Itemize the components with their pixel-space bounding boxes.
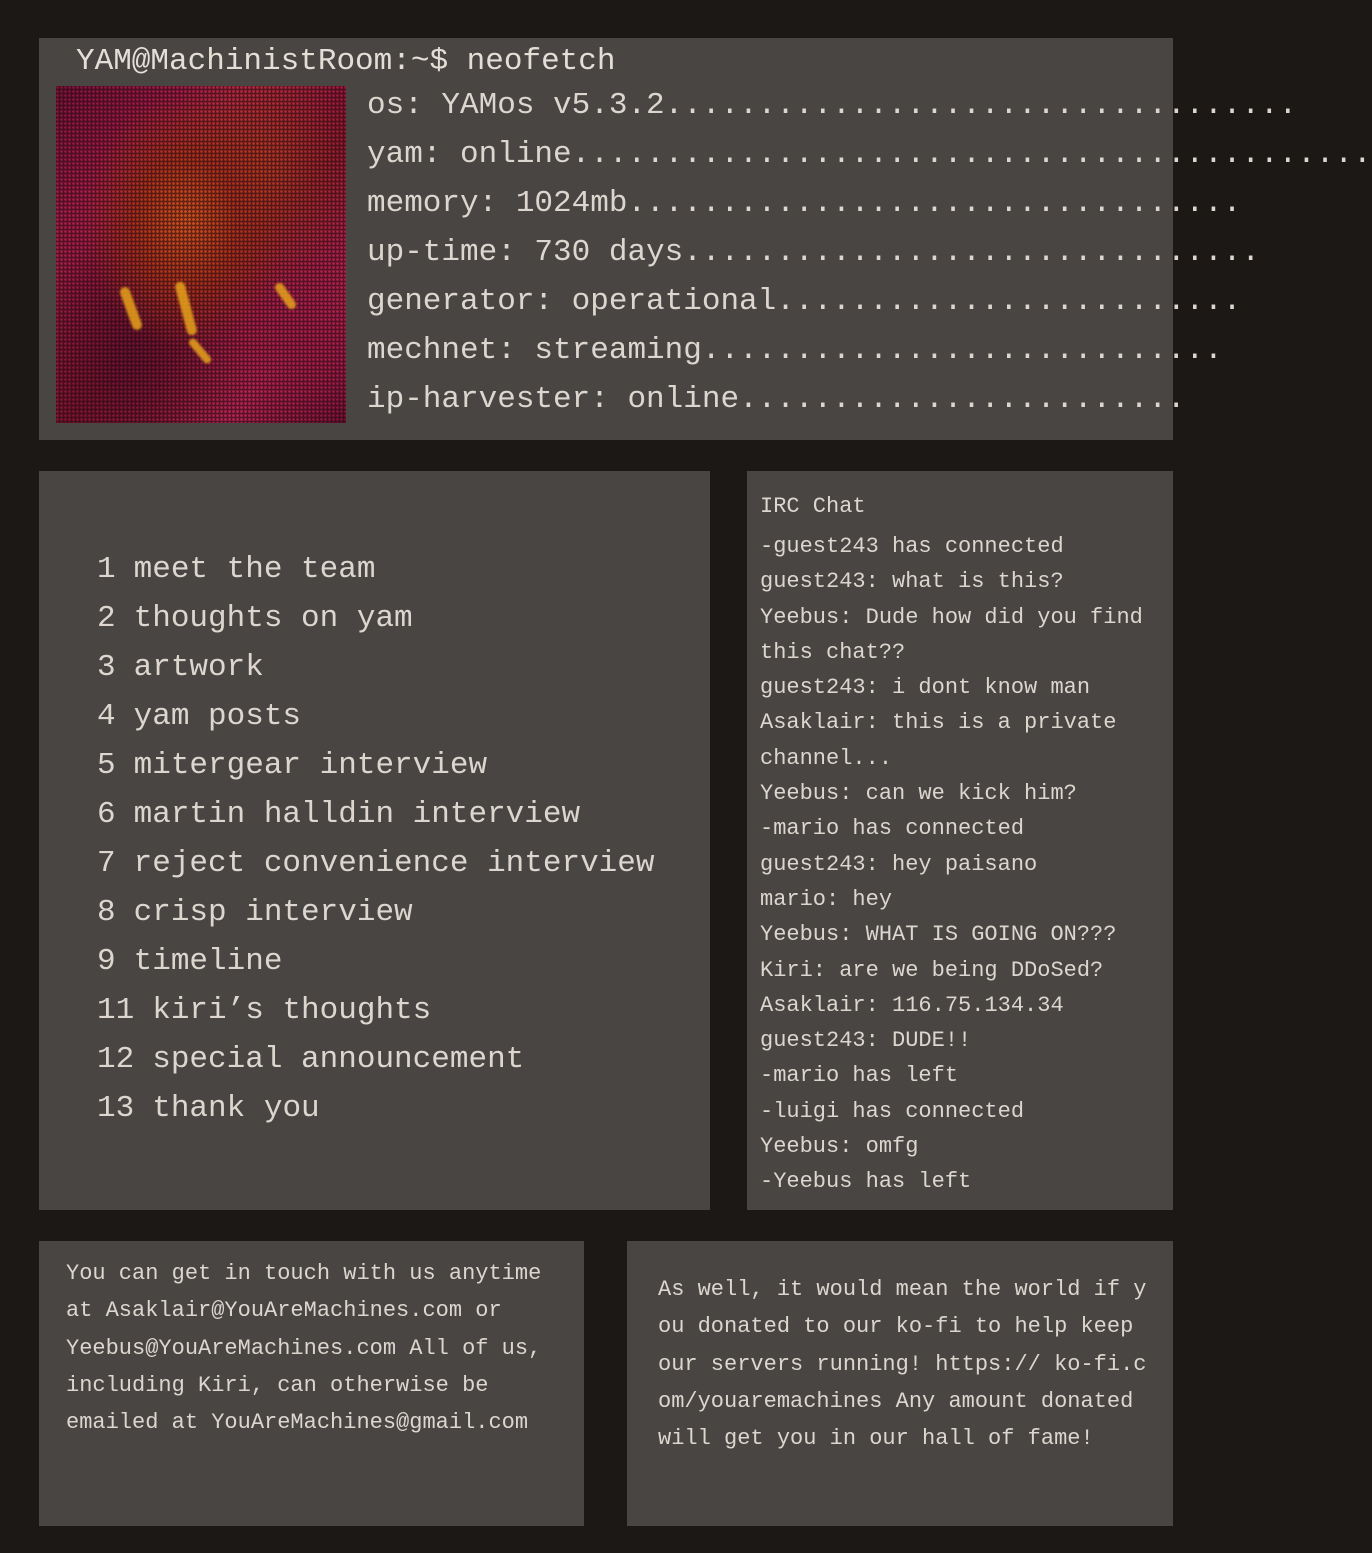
irc-chat-panel — [747, 471, 1173, 1210]
system-info-list — [367, 88, 1372, 431]
neofetch-panel — [39, 38, 1372, 440]
toc-item[interactable]: 3 artwork — [97, 650, 264, 685]
toc-item[interactable]: 6 martin halldin interview — [97, 797, 581, 832]
toc-item[interactable]: 4 yam posts — [97, 699, 302, 734]
contact-panel — [39, 1241, 584, 1526]
toc-item[interactable]: 7 reject convenience interview — [97, 846, 655, 881]
chat-message: -mario has left — [760, 1063, 959, 1089]
chat-message: Asaklair: this is a private channel... — [760, 710, 1117, 771]
toc-item[interactable]: 12 special announcement — [97, 1042, 525, 1077]
chat-message: guest243: i dont know man — [760, 675, 1091, 701]
toc-item[interactable]: 5 mitergear interview — [97, 748, 488, 783]
donate-panel — [627, 1241, 1173, 1526]
toc-item[interactable]: 8 crisp interview — [97, 895, 413, 930]
system-info-row: mechnet: streaming............................ — [367, 333, 1223, 368]
chat-message: guest243: DUDE!! — [760, 1028, 972, 1054]
irc-title: IRC Chat — [760, 494, 866, 519]
terminal-prompt: YAM@MachinistRoom:~$ neofetch — [76, 44, 616, 79]
toc-item[interactable]: 9 timeline — [97, 944, 283, 979]
toc-item[interactable]: 2 thoughts on yam — [97, 601, 413, 636]
toc-list — [97, 552, 655, 1140]
chat-message: Yeebus: omfg — [760, 1134, 919, 1160]
irc-messages — [760, 529, 1160, 1200]
system-info-row: memory: 1024mb................................. — [367, 186, 1242, 221]
system-info-row: generator: operational......................... — [367, 284, 1242, 319]
toc-item[interactable]: 13 thank you — [97, 1091, 320, 1126]
system-info-row: yam: online........................................... — [367, 137, 1372, 172]
system-info-row: ip-harvester: online........................ — [367, 382, 1186, 417]
table-of-contents-panel — [39, 471, 710, 1210]
chat-message: Yeebus: Dude how did you find this chat?? — [760, 604, 1143, 665]
chat-message: Kiri: are we being DDoSed? — [760, 957, 1104, 983]
chat-message: -Yeebus has left — [760, 1169, 972, 1195]
toc-item[interactable]: 11 kiri’s thoughts — [97, 993, 432, 1028]
chat-message: Yeebus: WHAT IS GOING ON??? — [760, 922, 1117, 948]
chat-message: guest243: hey paisano — [760, 851, 1038, 877]
chat-message: -guest243 has connected — [760, 534, 1064, 559]
chat-message: -luigi has connected — [760, 1098, 1025, 1124]
system-info-row: os: YAMos v5.3.2.................................. — [367, 88, 1298, 123]
system-info-row: up-time: 730 days............................... — [367, 235, 1260, 270]
pixel-art-image — [56, 86, 346, 423]
chat-message: Asaklair: 116.75.134.34 — [760, 992, 1064, 1018]
chat-message: -mario has connected — [760, 816, 1025, 842]
chat-message: Yeebus: can we kick him? — [760, 781, 1077, 807]
toc-item[interactable]: 1 meet the team — [97, 552, 376, 587]
donate-text: As well, it would mean the world if you donated to our ko-fi to help keep our servers running! https:// ko-fi.com/youaremachines Any amount donated will get you in our hall of fame! — [658, 1277, 1147, 1452]
chat-message: guest243: what is this? — [760, 569, 1064, 595]
contact-text: You can get in touch with us anytime at Asaklair@YouAreMachines.com or Yeebus@YouAreMachines.com All of us, including Kiri, can otherwise be emailed at YouAreMachines@gmail.com — [66, 1261, 542, 1436]
chat-message: mario: hey — [760, 886, 893, 912]
